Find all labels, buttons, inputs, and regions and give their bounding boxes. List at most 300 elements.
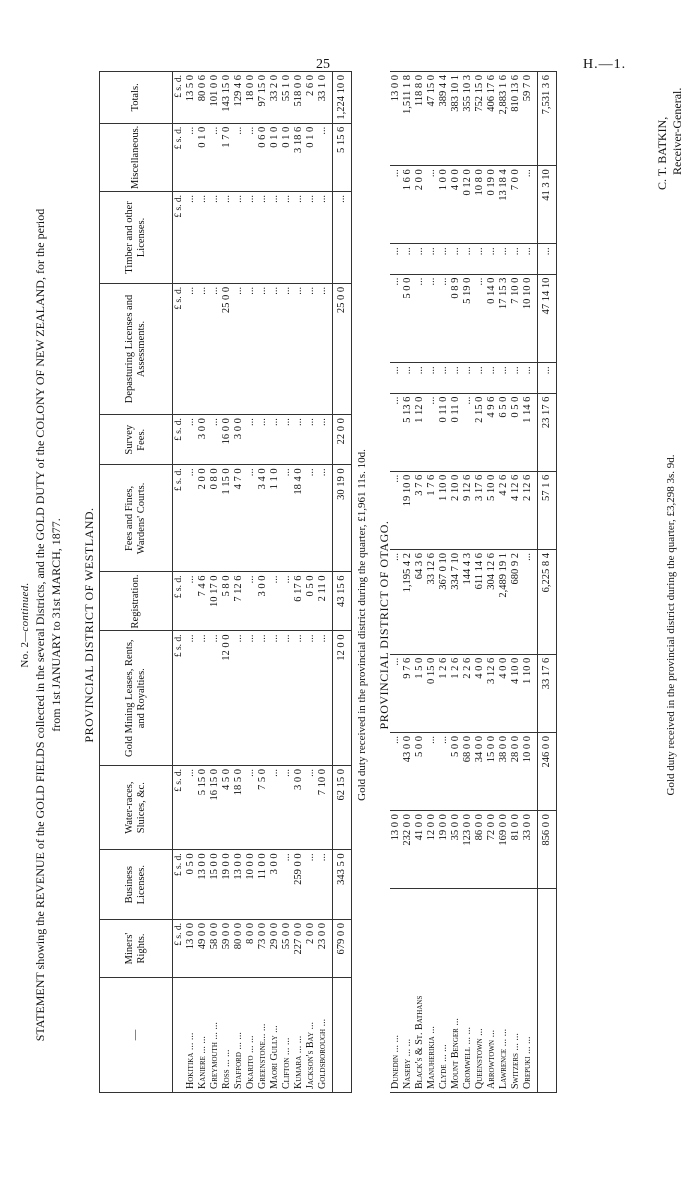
amount-cell: ...	[450, 363, 462, 393]
amount-cell: 97 15 0	[257, 72, 269, 124]
total-cell: 679 0 0	[333, 920, 352, 978]
amount-cell: ...	[245, 191, 257, 283]
amount-cell: ...	[390, 166, 402, 244]
amount-cell: 58 0 0	[209, 920, 221, 978]
units-label: £ s. d.	[173, 123, 186, 191]
amount-cell: ...	[257, 283, 269, 414]
amount-cell: ...	[438, 732, 450, 810]
continued-label: —continued.	[19, 582, 31, 642]
westland-district-title: PROVINCIAL DISTRICT OF WESTLAND.	[82, 507, 96, 743]
amount-cell: 41 0 0	[414, 811, 426, 889]
amount-cell: ...	[426, 393, 438, 471]
units-label: £ s. d.	[173, 850, 186, 920]
table-row	[474, 72, 486, 1093]
table-row	[281, 72, 293, 1093]
district-name: Manuherikia ...	[426, 889, 438, 1093]
amount-cell: 2 12 6	[522, 471, 538, 549]
total-cell: ...	[538, 244, 557, 274]
district-name: Goldsborough ...	[317, 978, 333, 1093]
amount-cell: ...	[474, 274, 486, 363]
district-name: Clifton ... ...	[281, 978, 293, 1093]
amount-cell: ...	[185, 123, 197, 191]
amount-cell: ...	[426, 166, 438, 244]
amount-cell: ...	[245, 631, 257, 766]
district-name: Black's & St. Bathans	[414, 889, 426, 1093]
amount-cell: ...	[281, 572, 293, 631]
amount-cell: 19 0 0	[221, 850, 233, 920]
amount-cell: ...	[293, 283, 305, 414]
amount-cell: 12 0 0	[221, 631, 233, 766]
total-cell: 43 15 6	[333, 572, 352, 631]
amount-cell: ...	[269, 766, 281, 850]
amount-cell: 0 1 0	[197, 123, 209, 191]
amount-cell: 1 7 6	[426, 471, 438, 549]
amount-cell: 12 0 0	[426, 811, 438, 889]
signature-name: C. T. BATKIN,	[655, 116, 669, 190]
amount-cell: 144 4 3	[462, 549, 474, 654]
total-cell: 30 19 0	[333, 465, 352, 572]
amount-cell: ...	[245, 283, 257, 414]
amount-cell: 1 0 0	[438, 166, 450, 244]
amount-cell: 23 0 0	[317, 920, 333, 978]
page-number: 25	[316, 57, 330, 72]
amount-cell: ...	[185, 631, 197, 766]
amount-cell: 80 0 0	[233, 920, 245, 978]
amount-cell: 4 0 0	[498, 654, 510, 732]
amount-cell: 18 4 0	[293, 465, 305, 572]
units-label: £ s. d.	[173, 631, 186, 766]
total-cell: 22 0 0	[333, 415, 352, 465]
district-name: Dunedin ... ...	[390, 889, 402, 1093]
amount-cell: 3 0 0	[293, 766, 305, 850]
amount-cell: 4 2 6	[498, 471, 510, 549]
amount-cell: 232 0 0	[402, 811, 414, 889]
total-row	[538, 72, 557, 1093]
amount-cell: ...	[281, 191, 293, 283]
table-row	[293, 72, 305, 1093]
amount-cell: ...	[317, 465, 333, 572]
units-spacer	[173, 978, 186, 1093]
amount-cell: 55 0 0	[281, 920, 293, 978]
amount-cell: ...	[293, 631, 305, 766]
westland-table	[99, 71, 352, 1093]
amount-cell: 33 12 6	[426, 549, 438, 654]
amount-cell: ...	[185, 572, 197, 631]
amount-cell: ...	[390, 471, 402, 549]
amount-cell: 4 10 0	[510, 654, 522, 732]
amount-cell: 518 0 0	[293, 72, 305, 124]
units-label: £ s. d.	[173, 72, 186, 124]
amount-cell: ...	[426, 244, 438, 274]
table-row	[185, 72, 197, 1093]
amount-cell: ...	[390, 363, 402, 393]
amount-cell: ...	[305, 465, 317, 572]
table-row	[257, 72, 269, 1093]
total-cell: 41 3 10	[538, 166, 557, 244]
amount-cell: ...	[257, 631, 269, 766]
amount-cell: ...	[269, 631, 281, 766]
amount-cell: 3 17 6	[474, 471, 486, 549]
amount-cell: ...	[269, 191, 281, 283]
amount-cell: 406 17 6	[486, 72, 498, 166]
amount-cell: 8 0 0	[245, 920, 257, 978]
amount-cell: ...	[209, 191, 221, 283]
amount-cell: ...	[245, 123, 257, 191]
amount-cell: 11 0 0	[257, 850, 269, 920]
column-header: Miscellaneous.	[100, 123, 173, 191]
amount-cell: ...	[269, 415, 281, 465]
amount-cell: 1 15 0	[221, 465, 233, 572]
amount-cell: 81 0 0	[510, 811, 522, 889]
amount-cell: ...	[197, 191, 209, 283]
total-label-cell	[538, 889, 557, 1093]
district-name: Naseby ... ...	[402, 889, 414, 1093]
amount-cell: 143 15 0	[221, 72, 233, 124]
amount-cell: 0 5 0	[510, 393, 522, 471]
amount-cell: 18 5 0	[233, 766, 245, 850]
amount-cell: ...	[233, 283, 245, 414]
table-row	[522, 72, 538, 1093]
amount-cell: 86 0 0	[474, 811, 486, 889]
amount-cell: 383 10 1	[450, 72, 462, 166]
amount-cell: ...	[498, 363, 510, 393]
amount-cell: 13 0 0	[390, 72, 402, 166]
amount-cell: 1 2 6	[450, 654, 462, 732]
amount-cell: ...	[462, 393, 474, 471]
amount-cell: ...	[390, 654, 402, 732]
amount-cell: ...	[402, 244, 414, 274]
amount-cell: 1 6 6	[402, 166, 414, 244]
units-label: £ s. d.	[173, 191, 186, 283]
amount-cell: ...	[209, 123, 221, 191]
table-row	[402, 72, 414, 1093]
amount-cell: ...	[245, 465, 257, 572]
amount-cell: ...	[305, 850, 317, 920]
amount-cell: 0 8 9	[450, 274, 462, 363]
amount-cell: 5 0 0	[414, 732, 426, 810]
otago-district-title: PROVINCIAL DISTRICT OF OTAGO.	[377, 520, 391, 730]
amount-cell: ...	[197, 283, 209, 414]
amount-cell: ...	[390, 732, 402, 810]
amount-cell: ...	[317, 631, 333, 766]
district-name: Stafford ... ...	[233, 978, 245, 1093]
amount-cell: ...	[462, 244, 474, 274]
header-row	[100, 72, 173, 1093]
amount-cell: 752 15 0	[474, 72, 486, 166]
amount-cell: ...	[510, 363, 522, 393]
amount-cell: ...	[390, 274, 402, 363]
amount-cell: ...	[414, 274, 426, 363]
amount-cell: 43 0 0	[402, 732, 414, 810]
units-label: £ s. d.	[173, 920, 186, 978]
amount-cell: 73 0 0	[257, 920, 269, 978]
district-name: Mount Benger ...	[450, 889, 462, 1093]
table-row	[438, 72, 450, 1093]
column-header: Business Licenses.	[100, 850, 173, 920]
amount-cell: 34 0 0	[474, 732, 486, 810]
district-name: Ross ... ...	[221, 978, 233, 1093]
column-header: Totals.	[100, 72, 173, 124]
amount-cell: ...	[317, 415, 333, 465]
amount-cell: ...	[390, 393, 402, 471]
amount-cell: 68 0 0	[462, 732, 474, 810]
amount-cell: 0 8 0	[209, 465, 221, 572]
total-cell: ...	[538, 363, 557, 393]
amount-cell: 0 11 0	[438, 393, 450, 471]
amount-cell: ...	[281, 631, 293, 766]
amount-cell: 49 0 0	[197, 920, 209, 978]
amount-cell: 0 14 0	[486, 274, 498, 363]
amount-cell: 3 12 6	[486, 654, 498, 732]
amount-cell: 0 11 0	[450, 393, 462, 471]
table-row	[269, 72, 281, 1093]
amount-cell: ...	[209, 283, 221, 414]
amount-cell: ...	[414, 244, 426, 274]
amount-cell: 6 5 0	[498, 393, 510, 471]
amount-cell: ...	[185, 283, 197, 414]
amount-cell: 4 12 6	[510, 471, 522, 549]
amount-cell: 80 0 6	[197, 72, 209, 124]
amount-cell: ...	[317, 283, 333, 414]
amount-cell: 3 7 6	[414, 471, 426, 549]
amount-cell: 129 4 6	[233, 72, 245, 124]
amount-cell: ...	[390, 549, 402, 654]
amount-cell: 3 4 0	[257, 465, 269, 572]
amount-cell: 55 1 0	[281, 72, 293, 124]
district-name: Arrowtown ...	[486, 889, 498, 1093]
table-row	[245, 72, 257, 1093]
otago-table	[390, 71, 557, 1093]
amount-cell: 16 0 0	[221, 415, 233, 465]
amount-cell: 1 10 0	[522, 654, 538, 732]
amount-cell: ...	[305, 766, 317, 850]
amount-cell: 2 0 0	[197, 465, 209, 572]
amount-cell: ...	[281, 766, 293, 850]
page-reference: H.—1.	[583, 57, 627, 72]
total-cell: 343 5 0	[333, 850, 352, 920]
amount-cell: ...	[197, 631, 209, 766]
amount-cell: 6 17 6	[293, 572, 305, 631]
amount-cell: 0 1 0	[281, 123, 293, 191]
amount-cell: 2 0 0	[305, 920, 317, 978]
amount-cell: 5 15 0	[197, 766, 209, 850]
district-name: Orepuki ... ...	[522, 889, 538, 1093]
amount-cell: 3 0 0	[257, 572, 269, 631]
amount-cell: 10 0 0	[522, 732, 538, 810]
amount-cell: 18 0 0	[245, 72, 257, 124]
amount-cell: 19 0 0	[438, 811, 450, 889]
amount-cell: 0 5 0	[185, 850, 197, 920]
amount-cell: 3 0 0	[269, 850, 281, 920]
amount-cell: 3 0 0	[197, 415, 209, 465]
amount-cell: 64 3 6	[414, 549, 426, 654]
amount-cell: ...	[498, 244, 510, 274]
otago-gold-duty-note: Gold duty received in the provincial district during the quarter, £3,298 3s. 9d.	[665, 454, 677, 796]
amount-cell: 0 5 0	[305, 572, 317, 631]
amount-cell: 2,883 1 6	[498, 72, 510, 166]
column-header: Survey Fees.	[100, 415, 173, 465]
amount-cell: ...	[233, 191, 245, 283]
table-row	[414, 72, 426, 1093]
amount-cell: 5 0 0	[450, 732, 462, 810]
amount-cell: 0 6 0	[257, 123, 269, 191]
rotated-content	[4, 70, 694, 1180]
amount-cell: 7 4 6	[197, 572, 209, 631]
statement-title-line2: from 1st JANUARY to 31st MARCH, 1877.	[49, 518, 63, 732]
amount-cell: 7 12 6	[233, 572, 245, 631]
amount-cell: 59 0 0	[221, 920, 233, 978]
amount-cell: 0 1 0	[305, 123, 317, 191]
district-name: Jackson's Bay ...	[305, 978, 317, 1093]
amount-cell: 1 10 0	[438, 471, 450, 549]
amount-cell: ...	[390, 244, 402, 274]
amount-cell: 810 13 6	[510, 72, 522, 166]
amount-cell: 3 0 0	[233, 415, 245, 465]
total-cell: 246 0 0	[538, 732, 557, 810]
amount-cell: ...	[281, 415, 293, 465]
amount-cell: 367 0 10	[438, 549, 450, 654]
amount-cell: 15 0 0	[486, 732, 498, 810]
amount-cell: ...	[486, 244, 498, 274]
amount-cell: ...	[281, 465, 293, 572]
district-name: Switzers ... ...	[510, 889, 522, 1093]
amount-cell: 38 0 0	[498, 732, 510, 810]
amount-cell: ...	[245, 572, 257, 631]
amount-cell: ...	[438, 244, 450, 274]
amount-cell: 1 5 0	[414, 654, 426, 732]
table-row	[209, 72, 221, 1093]
amount-cell: ...	[426, 732, 438, 810]
amount-cell: ...	[510, 244, 522, 274]
total-label-cell	[333, 978, 352, 1093]
district-name: Hokitika ... ...	[185, 978, 197, 1093]
amount-cell: 4 9 6	[486, 393, 498, 471]
amount-cell: 33 0 0	[522, 811, 538, 889]
amount-cell: 25 0 0	[221, 283, 233, 414]
amount-cell: 35 0 0	[450, 811, 462, 889]
amount-cell: ...	[402, 363, 414, 393]
amount-cell: 10 17 0	[209, 572, 221, 631]
table-row	[450, 72, 462, 1093]
units-label: £ s. d.	[173, 415, 186, 465]
amount-cell: 28 0 0	[510, 732, 522, 810]
column-header: Water-races, Sluices, &c.	[100, 766, 173, 850]
amount-cell: 33 2 0	[269, 72, 281, 124]
amount-cell: ...	[305, 283, 317, 414]
amount-cell: 13 5 0	[185, 72, 197, 124]
column-header: Fees and Fines, Wardens' Courts.	[100, 465, 173, 572]
amount-cell: 13 0 0	[197, 850, 209, 920]
amount-cell: 304 12 6	[486, 549, 498, 654]
amount-cell: 4 7 0	[233, 465, 245, 572]
amount-cell: ...	[245, 415, 257, 465]
amount-cell: ...	[426, 363, 438, 393]
column-header: Depasturing Licenses and Assessments.	[100, 283, 173, 414]
amount-cell: 3 18 6	[293, 123, 305, 191]
amount-cell: ...	[438, 274, 450, 363]
amount-cell: ...	[209, 631, 221, 766]
amount-cell: ...	[269, 572, 281, 631]
table-row	[233, 72, 245, 1093]
amount-cell: 1 7 0	[221, 123, 233, 191]
amount-cell: 29 0 0	[269, 920, 281, 978]
column-header: Timber and other Licenses.	[100, 191, 173, 283]
amount-cell: 1 14 6	[522, 393, 538, 471]
amount-cell: ...	[269, 283, 281, 414]
amount-cell: ...	[438, 363, 450, 393]
amount-cell: 13 0 0	[185, 920, 197, 978]
amount-cell: 13 0 0	[233, 850, 245, 920]
total-cell: 25 0 0	[333, 283, 352, 414]
total-cell: 12 0 0	[333, 631, 352, 766]
district-name: Cromwell ... ...	[462, 889, 474, 1093]
amount-cell: ...	[185, 465, 197, 572]
units-label: £ s. d.	[173, 283, 186, 414]
amount-cell: 72 0 0	[486, 811, 498, 889]
amount-cell: ...	[281, 283, 293, 414]
amount-cell: 680 9 2	[510, 549, 522, 654]
total-cell: 1,224 10 0	[333, 72, 352, 124]
amount-cell: 10 0 0	[245, 850, 257, 920]
amount-cell: ...	[474, 363, 486, 393]
amount-cell: 2 0 0	[414, 166, 426, 244]
total-cell: 33 17 6	[538, 654, 557, 732]
amount-cell: ...	[474, 244, 486, 274]
district-name: Clyde ... ...	[438, 889, 450, 1093]
district-name: Maori Gully ...	[269, 978, 281, 1093]
statement-number-text: No. 2	[19, 641, 31, 668]
amount-cell: ...	[317, 191, 333, 283]
amount-cell: ...	[185, 191, 197, 283]
column-header: Gold Mining Leases, Rents, and Royalties.	[100, 631, 173, 766]
column-header: Miners' Rights.	[100, 920, 173, 978]
amount-cell: ...	[426, 274, 438, 363]
amount-cell: ...	[317, 850, 333, 920]
table-row	[498, 72, 510, 1093]
column-header: —	[100, 978, 173, 1093]
amount-cell: 169 0 0	[498, 811, 510, 889]
total-cell: 57 1 6	[538, 471, 557, 549]
column-header: Registration.	[100, 572, 173, 631]
units-label: £ s. d.	[173, 572, 186, 631]
amount-cell: ...	[257, 415, 269, 465]
amount-cell: ...	[293, 191, 305, 283]
total-row	[333, 72, 352, 1093]
district-name: Greymouth ... ...	[209, 978, 221, 1093]
amount-cell: ...	[305, 415, 317, 465]
amount-cell: 0 1 0	[269, 123, 281, 191]
table-row	[221, 72, 233, 1093]
statement-title-line1: STATEMENT showing the REVENUE of the GOLD FIELDS collected in the several Districts, and the GOLD DUTY of the COLONY OF NEW ZEALAND, for the period	[33, 208, 47, 1042]
amount-cell: 7 0 0	[510, 166, 522, 244]
district-name: Kaniere ... ...	[197, 978, 209, 1093]
amount-cell: 59 7 0	[522, 72, 538, 166]
amount-cell: 9 12 6	[462, 471, 474, 549]
amount-cell: 1,195 4 2	[402, 549, 414, 654]
amount-cell: ...	[522, 549, 538, 654]
amount-cell: 5 13 6	[402, 393, 414, 471]
amount-cell: 13 18 4	[498, 166, 510, 244]
units-label: £ s. d.	[173, 465, 186, 572]
amount-cell: 19 10 0	[402, 471, 414, 549]
amount-cell: ...	[257, 191, 269, 283]
total-cell: 6,225 8 4	[538, 549, 557, 654]
amount-cell: 2 6 0	[305, 72, 317, 124]
amount-cell: 259 0 0	[293, 850, 305, 920]
amount-cell: 355 10 3	[462, 72, 474, 166]
amount-cell: 13 0 0	[390, 811, 402, 889]
amount-cell: ...	[522, 244, 538, 274]
